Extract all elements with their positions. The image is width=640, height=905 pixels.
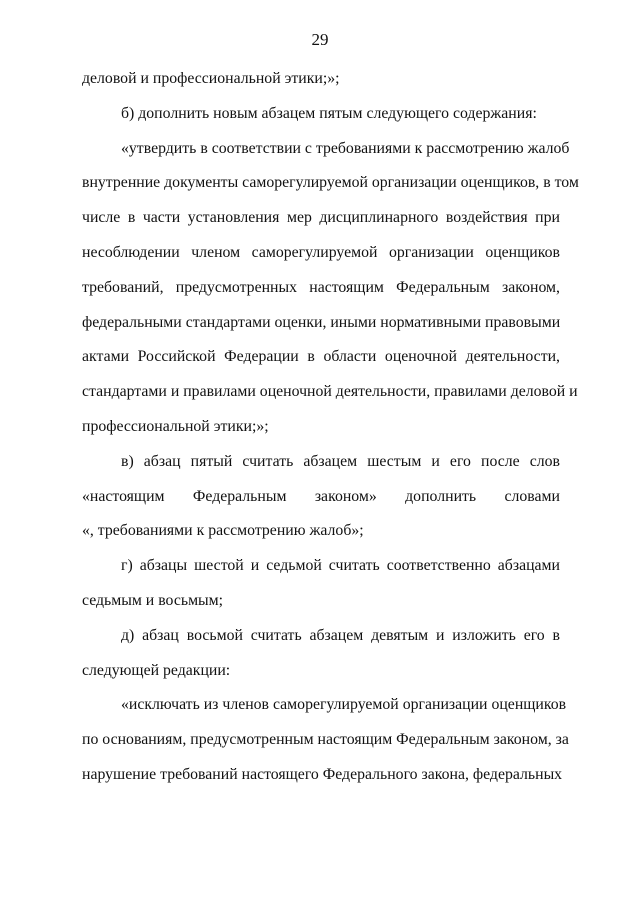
text-line: несоблюдении членом саморегулируемой организации оценщиков [82, 243, 560, 261]
text-line: б) дополнить новым абзацем пятым следующего содержания: [121, 104, 537, 122]
text-line: стандартами и правилами оценочной деятельности, правилами деловой и [82, 383, 578, 401]
text-line: г) абзацы шестой и седьмой считать соответственно абзацами [121, 557, 560, 575]
document-body [82, 62, 579, 793]
text-line: профессиональной этики;»; [82, 417, 269, 435]
text-line: нарушение требований настоящего Федерального закона, федеральных [82, 765, 563, 783]
text-line: «утвердить в соответствии с требованиями к рассмотрению жалоб [121, 139, 570, 157]
text-line: седьмым и восьмым; [82, 591, 224, 609]
text-line: внутренние документы саморегулируемой организации оценщиков, в том [82, 174, 579, 192]
text-line: следующей редакции: [82, 661, 231, 679]
text-line: федеральными стандартами оценки, иными нормативными правовыми [82, 313, 561, 331]
text-line: «исключать из членов саморегулируемой организации оценщиков [121, 696, 567, 714]
text-line: «, требованиями к рассмотрению жалоб»; [82, 522, 364, 540]
text-line: в) абзац пятый считать абзацем шестым и его после слов [121, 452, 560, 470]
page-number: 29 [311, 30, 329, 49]
text-line: требований, предусмотренных настоящим Федеральным законом, [82, 278, 560, 296]
text-line: «настоящим Федеральным законом» дополнить словами [82, 487, 560, 505]
text-line: числе в части установления мер дисциплинарного воздействия при [82, 209, 560, 227]
text-line: деловой и профессиональной этики;»; [82, 70, 340, 87]
text-line: д) абзац восьмой считать абзацем девятым и изложить его в [121, 626, 560, 644]
text-line: по основаниям, предусмотренным настоящим Федеральным законом, за [82, 731, 569, 749]
text-line: актами Российской Федерации в области оценочной деятельности, [82, 348, 560, 366]
